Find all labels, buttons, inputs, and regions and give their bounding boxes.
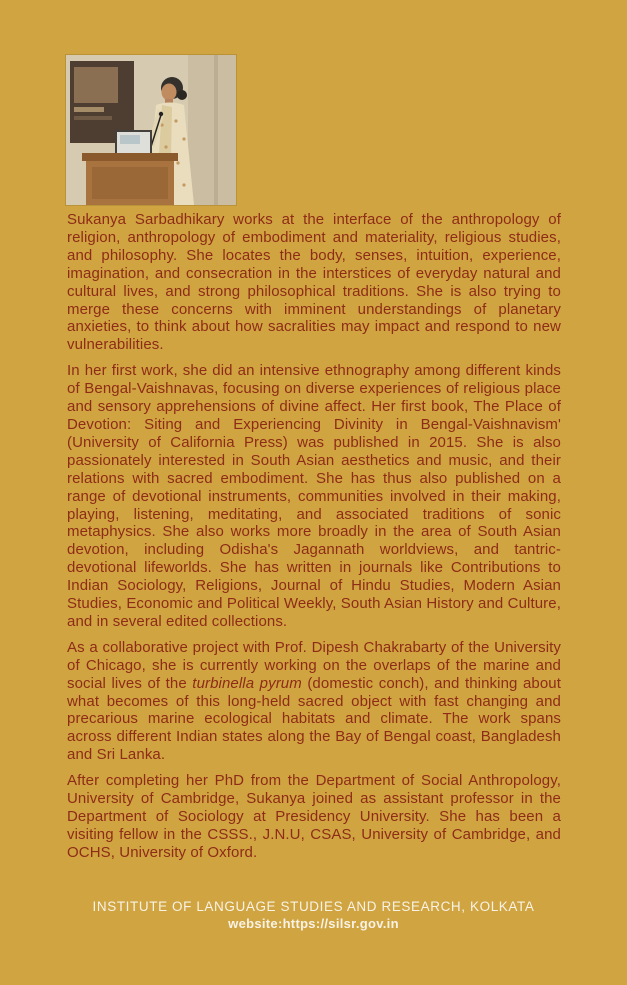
bio-paragraph-4: After completing her PhD from the Department of Social Anthropology, University of Cambridge, Sukanya joined as assistant professor in the Department of Sociology at Presidency University. She has been a visiting fellow in the CSSS., J.N.U, CSAS, University of Cambridge, and OCHS, University of Oxford. <box>67 772 561 861</box>
author-photo <box>66 55 236 205</box>
bio-paragraph-2: In her first work, she did an intensive ethnography among different kinds of Bengal-Vaishnavas, focusing on diverse experiences of religious place and sensory apprehensions of divine affect. Her first book, The Place of Devotion: Siting and Experiencing Divinity in Bengal-Vaishnavism' (University of California Press) was published in 2015. She is also passionately interested in South Asian aesthetics and music, and their relations with sacred embodiment. She has thus also published on a range of devotional instruments, communities involved in their making, playing, listening, meditating, and associated traditions of sonic metaphysics. She also works more broadly in the area of South Asian devotion, including Odisha's Jagannath worldviews, and tantric-devotional lifeworlds. She has written in journals like Contributions to Indian Sociology, Religions, Journal of Hindu Studies, Modern Asian Studies, Economic and Political Weekly, South Asian History and Culture, and in several edited collections. <box>67 362 561 630</box>
bio-paragraph-1: Sukanya Sarbadhikary works at the interface of the anthropology of religion, anthropology of embodiment and materiality, religious studies, and philosophy. She locates the body, senses, intuition, experience, imagination, and consecration in the interstices of everyday natural and cultural lives, and strong philosophical traditions. She is also trying to merge these concerns with imminent understandings of planetary anxieties, to think about how sacralities may impact and respond to new vulnerabilities. <box>67 211 561 354</box>
website-url: website:https://silsr.gov.in <box>228 916 399 931</box>
species-name-italic: turbinella pyrum <box>192 674 302 692</box>
bio-paragraph-3-text-after: (domestic conch), and thinking about what becomes of this long-held sacred object with fast changing and precarious marine ecological habitats and climate. The work spans across different Indian states along the Bay of Bengal coast, Bangladesh and Sri Lanka. <box>67 674 561 764</box>
bio-paragraph-3 <box>67 639 561 764</box>
publisher-footer <box>0 899 627 931</box>
author-bio <box>67 211 561 870</box>
bio-paragraph-3-text-before: As a collaborative project with Prof. Dipesh Chakrabarty of the University of Chicago, she is currently working on the overlaps of the marine and social lives of the <box>67 638 561 692</box>
institute-name: INSTITUTE OF LANGUAGE STUDIES AND RESEARCH, KOLKATA <box>92 899 535 914</box>
author-photo-illustration <box>66 55 236 205</box>
